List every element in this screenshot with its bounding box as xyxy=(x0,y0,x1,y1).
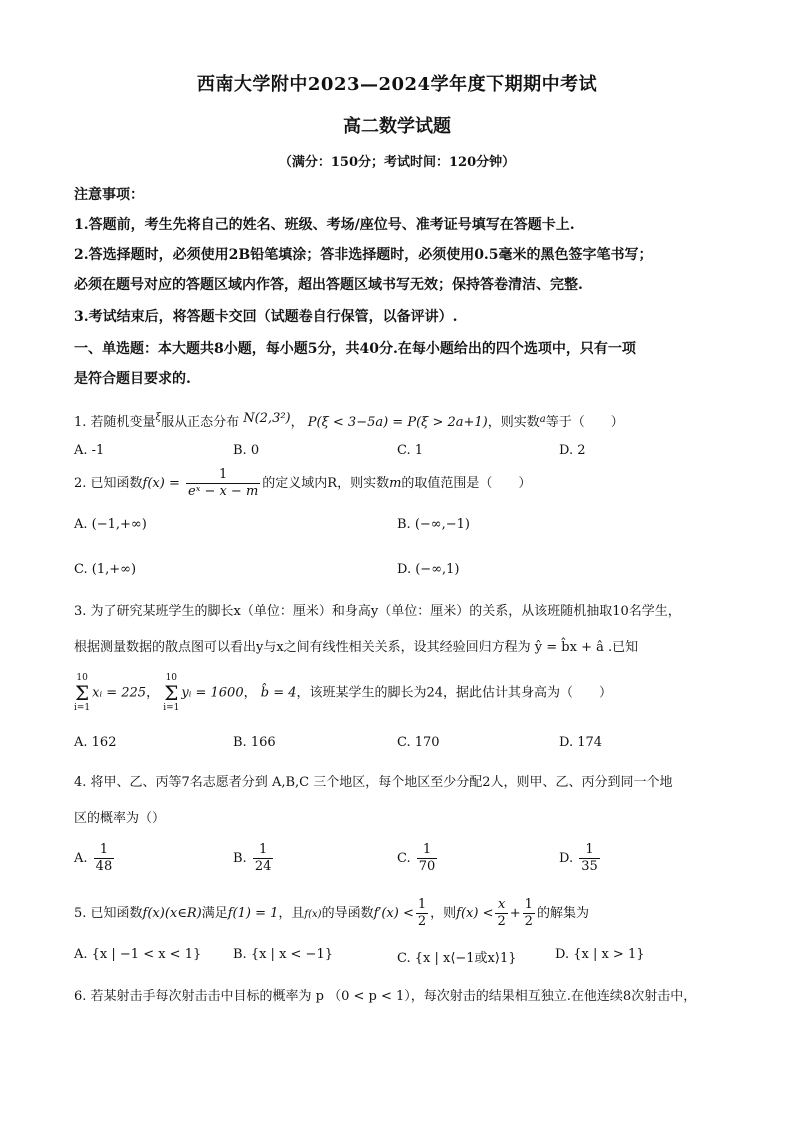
q5-frac2-num: x xyxy=(495,897,507,914)
question-3-line1: 3. 为了研究某班学生的脚长x（单位：厘米）和身高y（单位：厘米）的关系，从该班随机抽取10名学生， xyxy=(74,604,681,619)
q4-option-b xyxy=(233,842,275,875)
q5-text: 5. 已知函数 xyxy=(74,906,143,921)
q3-sum2: 10 Σ i=1 xyxy=(163,673,180,713)
q5-inequality: f(x) < xyxy=(456,906,494,921)
q4-option-d-label: D. xyxy=(559,851,574,866)
q4-option-c xyxy=(397,842,439,875)
question-4-line2: 区的概率为（） xyxy=(74,811,166,826)
q4-option-b-fraction xyxy=(253,842,274,875)
exam-title: 西南大学附中2023—2024学年度下期期中考试 xyxy=(196,74,598,95)
q1-option-b: B. 0 xyxy=(233,443,260,458)
q3-text-post: ，该班某学生的脚长为24，据此估计其身高为（ ） xyxy=(296,685,613,701)
q4-option-a xyxy=(74,842,116,875)
note-item-2-cont: 必须在题号对应的答题区域内作答，超出答题区域书写无效；保持答卷清洁、完整. xyxy=(74,277,583,293)
q2-option-c: C. (1,+∞) xyxy=(74,562,137,577)
q5-plus: + xyxy=(509,906,521,921)
q3-sum2-expr: yᵢ = 1600 xyxy=(181,685,244,701)
q3-option-c: C. 170 xyxy=(397,735,440,750)
q4-option-c-label: C. xyxy=(397,851,411,866)
q2-text: 2. 已知函数 xyxy=(74,476,143,491)
note-item-2: 2.答选择题时，必须使用2B铅笔填涂；答非选择题时，必须使用0.5毫米的黑色签字笔书写； xyxy=(74,247,653,263)
q3-option-b: B. 166 xyxy=(233,735,276,750)
q3-bhat: b̂ = 4 xyxy=(260,685,297,701)
q2-option-a: A. (−1,+∞) xyxy=(74,517,147,532)
q1-a: a xyxy=(539,414,546,425)
question-2 xyxy=(74,467,531,500)
note-item-3: 3.考试结束后，将答题卡交回（试题卷自行保管，以备评讲）. xyxy=(74,309,458,325)
section1-heading: 一、单选题：本大题共8小题，每小题5分，共40分.在每小题给出的四个选项中，只有一项 xyxy=(74,341,636,357)
q5-text-mid1: 满足 xyxy=(201,906,228,921)
q4-b-num: 1 xyxy=(253,842,274,859)
q5-frac1-den: 2 xyxy=(417,914,427,929)
q5-frac3-den: 2 xyxy=(524,914,533,929)
question-6-line1: 6. 若某射击手每次射击击中目标的概率为 p （0 < p < 1），每次射击的结果相互独立.在他连续8次射击中， xyxy=(74,989,697,1004)
q2-text-post: 的定义域内R，则实数 xyxy=(262,476,390,491)
q4-option-b-label: B. xyxy=(233,851,247,866)
q5-text-mid4: ，则 xyxy=(430,906,457,921)
q5-fdef: f(x)(x∈R) xyxy=(142,906,202,921)
q2-option-d: D. (−∞,1) xyxy=(397,562,460,577)
q2-numerator: 1 xyxy=(186,467,260,484)
q1-text: 1. 若随机变量 xyxy=(74,415,156,430)
question-1 xyxy=(74,411,624,430)
q5-fx: f(x) xyxy=(304,909,322,920)
q1-text-post: ，则实数 xyxy=(487,415,540,430)
q1-option-c: C. 1 xyxy=(397,443,424,458)
q2-function: f(x) = xyxy=(142,476,180,491)
q1-condition: P(ξ < 3−5a) = P(ξ > 2a+1) xyxy=(307,415,488,430)
q5-option-a: A. {x | −1 < x < 1} xyxy=(74,947,202,962)
q5-text-end: 的解集为 xyxy=(536,906,589,921)
q1-option-a: A. -1 xyxy=(74,443,105,458)
q5-option-d: D. {x | x > 1} xyxy=(555,947,645,962)
q3-sum1: 10 Σ i=1 xyxy=(74,673,91,713)
q1-sep: ， xyxy=(290,415,304,430)
q3-option-d: D. 174 xyxy=(559,735,603,750)
q2-option-b: B. (−∞,−1) xyxy=(397,517,470,532)
q5-text-mid3: 的导函数 xyxy=(321,906,374,921)
q4-b-den: 24 xyxy=(254,859,272,874)
q2-fraction xyxy=(186,467,260,500)
q4-c-num: 1 xyxy=(417,842,438,859)
q4-a-den: 48 xyxy=(95,859,113,874)
q5-frac3 xyxy=(523,897,535,930)
q1-text-mid: 服从正态分布 xyxy=(161,415,240,430)
q4-option-a-fraction xyxy=(94,842,115,875)
q3-sum1-upper: 10 xyxy=(76,673,88,683)
q3-sum1-expr: xᵢ = 225 xyxy=(92,685,147,701)
question-5 xyxy=(74,897,589,930)
q5-option-b: B. {x | x < −1} xyxy=(233,947,333,962)
q5-frac2 xyxy=(495,897,507,930)
question-3-line3: 10 Σ i=1xᵢ = 225， 10 Σ i=1yᵢ = 1600， b̂ = 4，该班某学生的脚长为24，据此估计其身高为（ ） xyxy=(74,673,613,713)
q1-xi: ξ xyxy=(155,412,162,423)
q5-derivative: f′(x) < xyxy=(373,906,414,921)
q5-frac1-num: 1 xyxy=(417,897,427,912)
q4-option-a-label: A. xyxy=(74,851,88,866)
q4-c-den: 70 xyxy=(418,859,436,874)
question-3-line2: 根据测量数据的散点图可以看出y与x之间有线性相关关系，设其经验回归方程为 ŷ = b̂x + â .已知 xyxy=(74,640,639,655)
q1-distribution: N(2,3²) xyxy=(243,411,291,426)
q4-a-num: 1 xyxy=(94,842,115,859)
q4-option-d xyxy=(559,842,602,875)
q3-sum2-lower: i=1 xyxy=(163,703,180,713)
section1-heading-cont: 是符合题目要求的. xyxy=(74,371,191,387)
q3-option-a: A. 162 xyxy=(74,735,117,750)
notes-heading: 注意事项： xyxy=(74,187,144,203)
q1-option-d: D. 2 xyxy=(559,443,586,458)
question-4-line1: 4. 将甲、乙、丙等7名志愿者分到 A,B,C 三个地区，每个地区至少分配2人，则甲、乙、丙分到同一个地 xyxy=(74,775,673,790)
q4-d-den: 35 xyxy=(581,859,598,874)
q5-text-mid2: ，且 xyxy=(278,906,305,921)
q5-frac2-den: 2 xyxy=(497,914,506,929)
q1-text-end: 等于（ ） xyxy=(545,415,624,430)
exam-subject-title: 高二数学试题 xyxy=(343,116,451,137)
q5-frac1 xyxy=(416,897,428,930)
q3-sum1-lower: i=1 xyxy=(74,703,91,713)
q2-text-end: 的取值范围是（ ） xyxy=(401,476,532,491)
note-item-1: 1.答题前，考生先将自己的姓名、班级、考场/座位号、准考证号填写在答题卡上. xyxy=(74,217,575,233)
q4-d-num: 1 xyxy=(579,842,600,859)
q2-denominator: eˣ − x − m xyxy=(188,484,259,499)
q2-m: m xyxy=(389,476,402,491)
q5-option-c: C. {x | x⟨−1或x⟩1} xyxy=(397,951,517,966)
q4-option-c-fraction xyxy=(417,842,438,875)
q4-option-d-fraction xyxy=(579,842,600,875)
q5-f1: f(1) = 1 xyxy=(227,906,279,921)
q3-sum2-upper: 10 xyxy=(165,673,178,683)
exam-score-time: （满分：150分；考试时间：120分钟） xyxy=(278,155,516,170)
q5-frac3-num: 1 xyxy=(524,897,533,912)
